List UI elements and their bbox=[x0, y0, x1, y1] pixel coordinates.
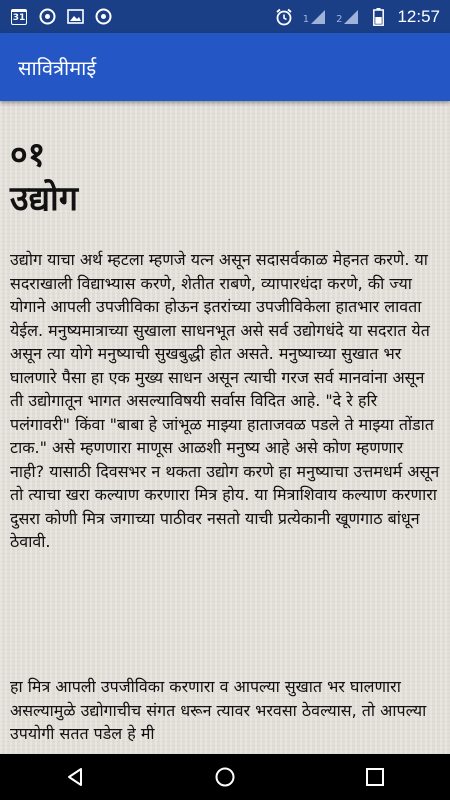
image-icon bbox=[66, 8, 84, 26]
sync-icon bbox=[94, 8, 112, 26]
paragraph: उद्योग याचा अर्थ म्हटला म्हणजे यत्न असून सदासर्वकाळ मेहनत करणे. या सदराखाली विद्याभ्यास करणे, शेतीत राबणे, व्यापारधंदा करणे, की ज्या योगाने आपली उपजीविका होऊन इतरांच्या उपजीविकेला हातभार लावता येईल. मनुष्यमात्राच्या सुखाला साधनभूत असे सर्व उद्योगधंदे या सदरात येत असून त्या योगे मनुष्याची सुखबुद्धी होत असते. मनुष्याच्या सुखात भर घालणारे पैसा हा एक मुख्य साधन असून त्याची गरज सर्व मानवांना असून ती उद्योगातून भागत असल्याविषयी सर्वास विदित आहे. "दे रे हरि पलंगावरी" किंवा "बाबा हे जांभूळ माझ्या हाताजवळ पडले ते माझ्या तोंडात टाक." असे म्हणणारा माणूस आळशी मनुष्य आहे असे कोण म्हणणार नाही? यासाठी दिवसभर न थकता उद्योग करणे हा मनुष्याचा उत्तमधर्म असून तो त्याचा खरा कल्याण करणारा मित्र होय. या मित्राशिवाय कल्याण करणारा दुसरा कोणी मित्र जगाच्या पाठीवर नसतो याची प्रत्येकानी खूणगाठ बांधून ठेवावी. bbox=[10, 250, 440, 551]
alarm-icon bbox=[275, 8, 293, 26]
calendar-day: 31 bbox=[11, 9, 27, 25]
home-button[interactable] bbox=[205, 757, 245, 797]
status-bar bbox=[0, 0, 450, 33]
battery-icon bbox=[369, 8, 387, 26]
calendar-icon bbox=[10, 8, 28, 26]
sync-icon bbox=[38, 8, 56, 26]
notification-icons bbox=[10, 8, 112, 26]
paragraph: हा मित्र आपली उपजीविका करणारा व आपल्या सुखात भर घालणारा असल्यामुळे उद्योगाचीच संगत धरून त्यावर भरवसा ठेवल्यास, तो आपल्या उपयोगी सतत पडेल हे मी bbox=[10, 677, 427, 743]
sim1-label: 1 bbox=[302, 13, 310, 25]
signal-icon bbox=[343, 9, 359, 25]
back-button[interactable] bbox=[55, 757, 95, 797]
signal-icon bbox=[310, 9, 326, 25]
sim2-label: 2 bbox=[336, 13, 343, 25]
sim2-signal bbox=[336, 9, 359, 25]
recents-icon bbox=[365, 767, 385, 787]
back-icon bbox=[64, 766, 86, 788]
app-title: सावित्रीमाई bbox=[18, 55, 97, 80]
navigation-bar bbox=[0, 754, 450, 800]
home-icon bbox=[214, 766, 236, 788]
system-icons bbox=[275, 7, 440, 27]
app-bar bbox=[0, 33, 450, 101]
chapter-title: उद्योग bbox=[10, 179, 78, 219]
clock: 12:57 bbox=[397, 6, 440, 26]
chapter-number: ०१ bbox=[10, 135, 46, 175]
recents-button[interactable] bbox=[355, 757, 395, 797]
sim1-signal bbox=[303, 9, 326, 25]
reading-content[interactable] bbox=[0, 101, 450, 754]
